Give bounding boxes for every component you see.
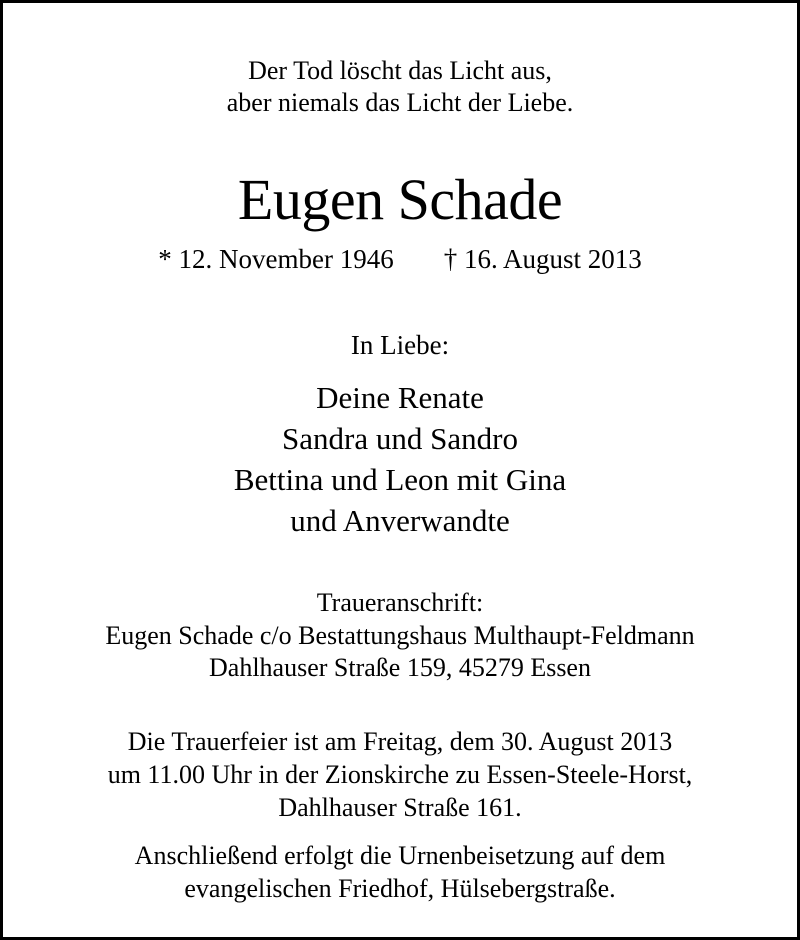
mourner-name: Sandra und Sandro xyxy=(282,421,518,456)
deceased-name: Eugen Schade xyxy=(237,167,563,232)
burial-line-2: evangelischen Friedhof, Hülsebergstraße. xyxy=(184,874,616,903)
address-heading: Traueranschrift: xyxy=(316,588,484,617)
mourner-name: Deine Renate xyxy=(316,380,484,415)
mourner-name: Bettina und Leon mit Gina xyxy=(233,462,567,497)
life-dates xyxy=(3,243,797,275)
mourner-name: und Anverwandte xyxy=(290,503,510,538)
burial-line-1: Anschließend erfolgt die Urnenbeisetzung auf dem xyxy=(134,841,666,870)
service-line-1: Die Trauerfeier ist am Freitag, dem 30. August 2013 xyxy=(127,727,673,756)
motto-line-1: Der Tod löscht das Licht aus, xyxy=(248,56,552,85)
service-line-3: Dahlhauser Straße 161. xyxy=(278,793,522,822)
birth-date: * 12. November 1946 xyxy=(158,244,394,274)
address-line-2: Dahlhauser Straße 159, 45279 Essen xyxy=(209,653,591,682)
mourners-intro: In Liebe: xyxy=(350,330,450,360)
motto-line-2: aber niemals das Licht der Liebe. xyxy=(226,88,574,117)
death-date: † 16. August 2013 xyxy=(443,244,642,274)
address-line-1: Eugen Schade c/o Bestattungshaus Multhaupt-Feldmann xyxy=(105,621,695,650)
service-line-2: um 11.00 Uhr in der Zionskirche zu Essen-Steele-Horst, xyxy=(107,760,693,789)
